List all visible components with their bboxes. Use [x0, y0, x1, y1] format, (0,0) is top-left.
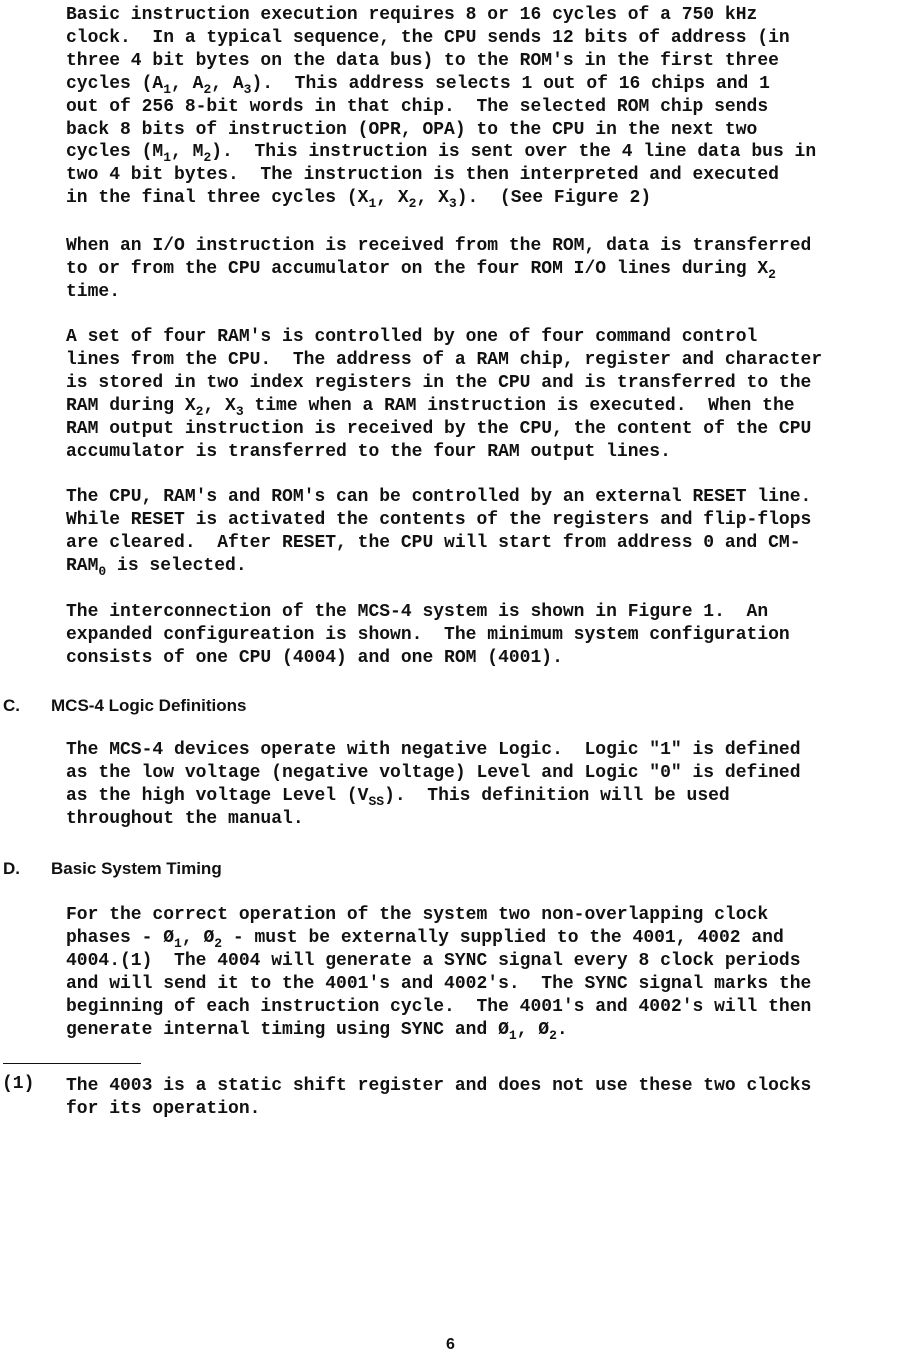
subscript: 2 — [408, 196, 417, 212]
section-c-letter: C. — [3, 696, 20, 715]
paragraph-instruction-execution — [66, 4, 898, 210]
text-line: beginning of each instruction cycle. The 4001's and 4002's will then — [66, 996, 812, 1017]
text-line: The interconnection of the MCS-4 system is shown in Figure 1. An — [66, 602, 769, 622]
subscript: SS — [368, 793, 385, 809]
text-line: cycles ($M_1$, $M_2$). This instruction is sent over the 4 line data bus in — [66, 142, 817, 166]
text-line: RAM during $X_2$, $X_3$ time when a RAM instruction is executed. When the — [66, 395, 795, 419]
text-line: to or from the CPU accumulator on the four ROM I/O lines during $X_2$ — [66, 258, 776, 282]
page-number: 6 — [446, 1336, 455, 1353]
text-line: When an I/O instruction is received from the ROM, data is transferred — [66, 236, 812, 256]
text-line: lines from the CPU. The address of a RAM chip, register and character — [66, 349, 823, 370]
text-line: Basic instruction execution requires 8 or 16 cycles of a 750 kHz — [66, 5, 758, 25]
text-line: $RAM_0$ is selected. — [66, 555, 247, 579]
text-line: throughout the manual. — [66, 808, 304, 829]
subscript: 2 — [549, 1027, 557, 1043]
subscript: 2 — [195, 403, 204, 419]
subscript: 1 — [163, 150, 172, 166]
footnote-marker: (1) — [2, 1074, 35, 1094]
text-line: consists of one CPU (4004) and one ROM (4001). — [66, 647, 563, 668]
subscript: 3 — [448, 196, 457, 212]
paragraph-logic-definitions — [66, 739, 898, 831]
text-line: A set of four RAM's is controlled by one of four command control — [66, 327, 758, 347]
paragraph-system-timing — [66, 904, 898, 1041]
text-line: three 4 bit bytes on the data bus) to the ROM's in the first three — [66, 50, 779, 71]
subscript: 2 — [203, 81, 212, 97]
text-line: 4004.(1) The 4004 will generate a SYNC signal every 8 clock periods — [66, 950, 801, 971]
section-d-letter: D. — [3, 859, 20, 878]
text-line: expanded configureation is shown. The minimum system configuration — [66, 624, 790, 645]
text-line: clock. In a typical sequence, the CPU sends 12 bits of address (in — [66, 27, 790, 48]
paragraph-ram-control — [66, 326, 898, 463]
text-line: two 4 bit bytes. The instruction is then interpreted and executed — [66, 165, 779, 186]
subscript: 2 — [768, 266, 776, 282]
text-line: back 8 bits of instruction (OPR, OPA) to the CPU in the next two — [66, 119, 758, 140]
text-line: generate internal timing using SYNC and $Ø_1$, $Ø_2$. — [66, 1019, 568, 1043]
subscript: 1 — [508, 1027, 517, 1043]
paragraph-interconnection — [66, 601, 898, 670]
text-line: and will send it to the 4001's and 4002's. The SYNC signal marks the — [66, 973, 812, 994]
text-line: accumulator is transferred to the four RAM output lines. — [66, 441, 671, 462]
footnote-rule — [3, 1063, 141, 1064]
paragraph-io-instruction — [66, 235, 898, 304]
subscript: 1 — [163, 81, 172, 97]
text-line: is stored in two index registers in the CPU and is transferred to the — [66, 372, 812, 393]
text-line: The 4003 is a static shift register and does not use these two clocks — [66, 1076, 812, 1096]
footnote-text — [66, 1075, 898, 1121]
section-d-heading: Basic System Timing — [51, 859, 222, 878]
subscript: 1 — [174, 935, 182, 951]
subscript: 2 — [203, 150, 212, 166]
text-line: time. — [66, 281, 121, 302]
text-line: The MCS-4 devices operate with negative Logic. Logic "1" is defined — [66, 740, 801, 760]
text-line: in the final three cycles ($X_1$, $X_2$, $X_3$). (See Figure 2) — [66, 188, 652, 212]
text-line: For the correct operation of the system two non-overlapping clock — [66, 905, 769, 925]
text-line: are cleared. After RESET, the CPU will start from address 0 and CM- — [66, 532, 801, 553]
subscript: 3 — [235, 403, 244, 419]
section-c-heading: MCS-4 Logic Definitions — [51, 696, 247, 715]
text-line: as the high voltage Level $(V_{SS})$. This definition will be used — [66, 785, 730, 809]
subscript: 2 — [214, 935, 223, 951]
subscript: 1 — [368, 196, 377, 212]
text-line: phases - $Ø_1$, $Ø_2$ - must be externally supplied to the 4001, 4002 and — [66, 927, 784, 951]
text-line: out of 256 8-bit words in that chip. The selected ROM chip sends — [66, 96, 769, 117]
text-line: The CPU, RAM's and ROM's can be controlled by an external RESET line. — [66, 487, 812, 507]
text-line: as the low voltage (negative voltage) Level and Logic "0" is defined — [66, 762, 801, 783]
paragraph-reset — [66, 486, 898, 578]
subscript: 0 — [98, 563, 107, 579]
text-line: cycles ($A_1$, $A_2$, $A_3$). This address selects 1 out of 16 chips and 1 — [66, 73, 770, 97]
text-line: for its operation. — [66, 1098, 261, 1119]
text-line: While RESET is activated the contents of the registers and flip-flops — [66, 509, 812, 530]
subscript: 3 — [243, 81, 252, 97]
text-line: RAM output instruction is received by the CPU, the content of the CPU — [66, 418, 812, 439]
